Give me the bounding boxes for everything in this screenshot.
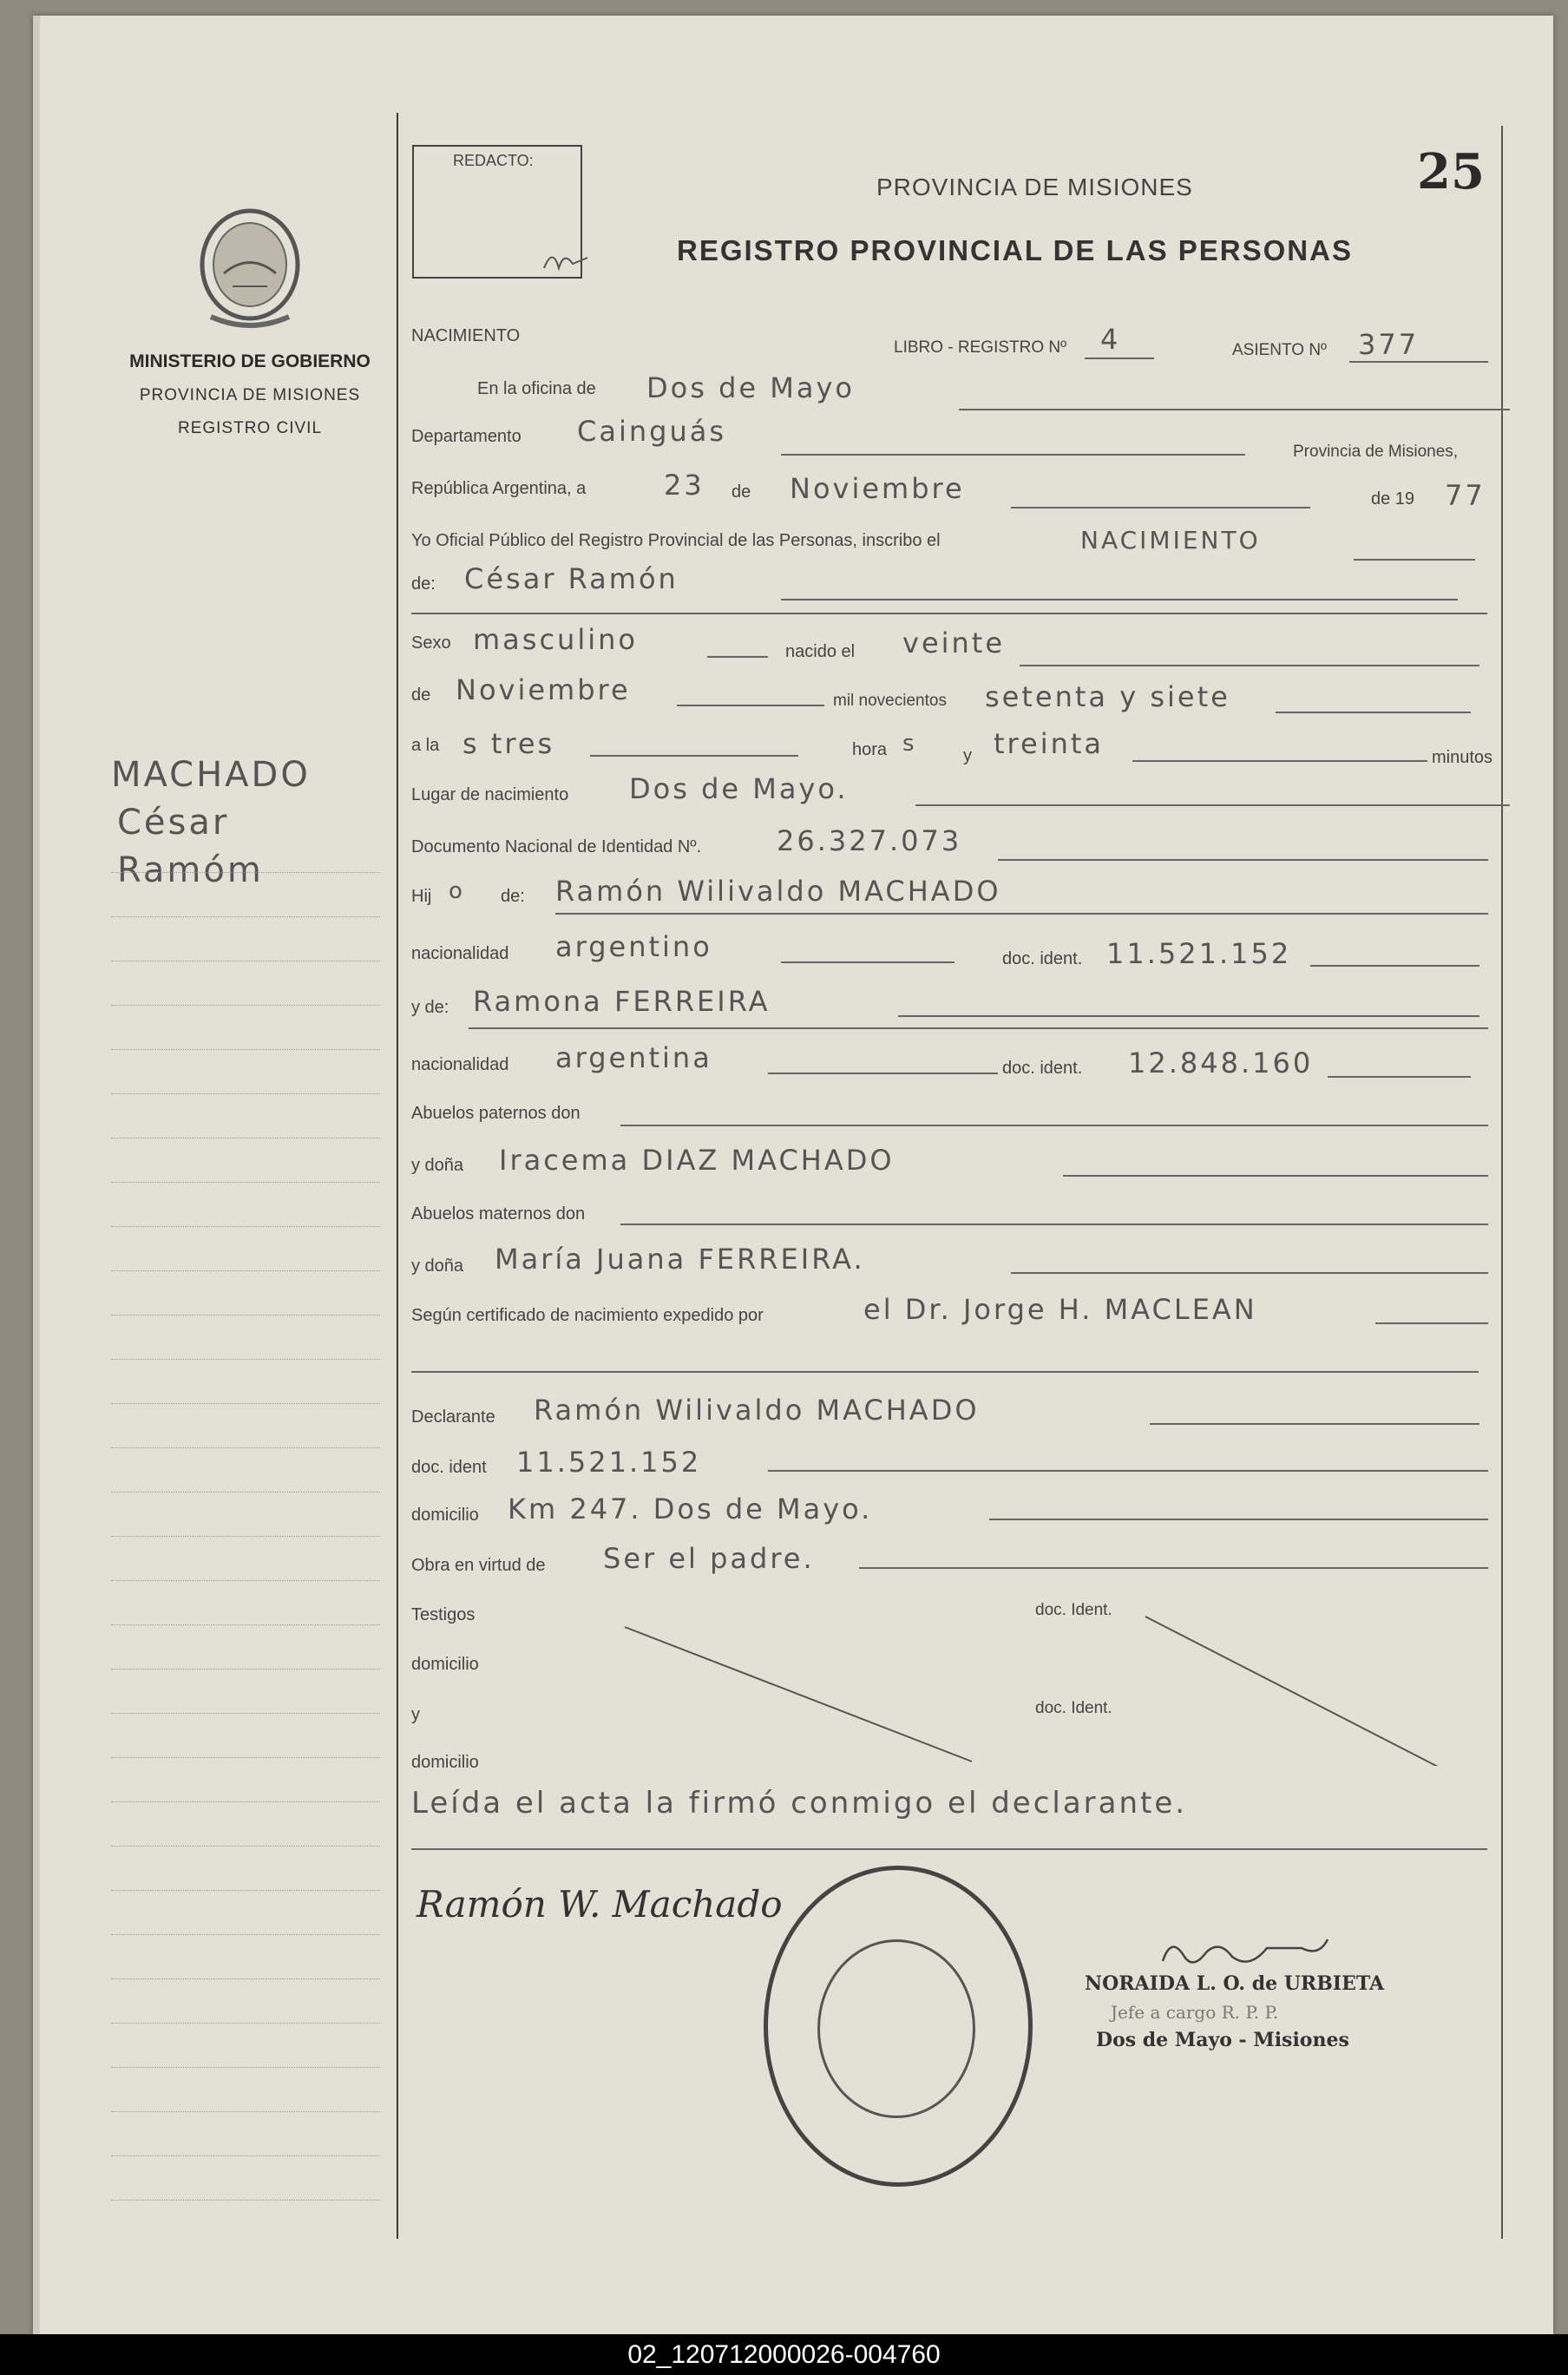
y-test-label: y [411, 1705, 420, 1724]
nac-padre-label: nacionalidad [411, 944, 509, 963]
official-title: Jefe a cargo R. P. P. [1111, 2002, 1279, 2023]
doc-ident2-label: doc. Ident. [1035, 1699, 1112, 1717]
margin-rule-line [111, 1713, 380, 1714]
ministry-block [111, 351, 389, 438]
margin-rule-line [111, 1226, 380, 1227]
libro-value: 4 [1100, 323, 1121, 356]
certificado-label: Según certificado de nacimiento expedido por [411, 1306, 764, 1325]
horas-label: hora [852, 740, 888, 759]
acto-value: NACIMIENTO [1080, 526, 1261, 554]
y-label: y [963, 746, 972, 765]
margin-rule-line [111, 1182, 380, 1183]
mes-value: Noviembre [790, 472, 965, 505]
provincia-label: Provincia de Misiones, [1293, 443, 1459, 461]
ministry-name: MINISTERIO DE GOBIERNO [129, 351, 371, 371]
ministry-civil-registry: REGISTRO CIVIL [177, 419, 323, 437]
doc-madre-label: doc. ident. [1002, 1059, 1083, 1078]
nombre-value: César Ramón [464, 562, 679, 595]
sexo-value: masculino [473, 623, 638, 656]
dia-value: 23 [664, 469, 705, 502]
departamento-value: Cainguás [577, 415, 726, 448]
doc-padre-label: doc. ident. [1002, 949, 1083, 968]
alas-label: a la [411, 736, 440, 755]
margin-rule-line [111, 2155, 380, 2156]
declarante-label: Declarante [411, 1407, 495, 1427]
obra-label: Obra en virtud de [411, 1556, 546, 1575]
nacido-value: veinte [902, 627, 1006, 659]
margin-rule-line [111, 1447, 380, 1448]
madre-value: Ramona FERREIRA [473, 985, 771, 1018]
anio2-value: setenta y siete [985, 680, 1230, 713]
hijo-suffix: o [449, 878, 465, 904]
lugar-label: Lugar de nacimiento [411, 785, 569, 804]
declarant-signature: Ramón W. Machado [417, 1883, 783, 1926]
margin-rule-line [111, 2200, 380, 2201]
margin-rule-line [111, 1846, 380, 1847]
hijo-label: Hij [411, 887, 432, 906]
padre-value: Ramón Wilivaldo MACHADO [555, 875, 1001, 908]
certificado-value: el Dr. Jorge H. MACLEAN [863, 1293, 1257, 1326]
dni-label: Documento Nacional de Identidad Nº. [411, 837, 702, 856]
margin-note-first: César [117, 803, 230, 843]
asiento-label: ASIENTO Nº [1232, 341, 1327, 359]
oficial-label: Yo Oficial Público del Registro Provincial de las Personas, inscribo el [411, 531, 941, 550]
margin-rule-line [111, 2023, 380, 2024]
margin-rule-line [111, 872, 380, 873]
province-heading: PROVINCIA DE MISIONES [876, 174, 1193, 200]
abuelos-mat-label: Abuelos maternos don [411, 1204, 586, 1224]
binding-edge [33, 16, 40, 2334]
scan-id-footer: 02_120712000026-004760 [0, 2334, 1568, 2375]
margin-rule-line [111, 1934, 380, 1935]
margin-rule-line [111, 1093, 380, 1094]
oficina-value: Dos de Mayo [646, 371, 855, 404]
abuela-pat-value: Iracema DIAZ MACHADO [499, 1144, 895, 1177]
margin-rule-line [111, 1669, 380, 1670]
mil-label: mil novecientos [833, 692, 947, 710]
right-rule [1501, 126, 1503, 2239]
margin-rule-line [111, 1536, 380, 1537]
margin-rule-line [111, 2067, 380, 2068]
abuela-mat-label: y doña [411, 1256, 464, 1276]
margin-rule-line [111, 1890, 380, 1891]
alas-value: s tres [463, 727, 555, 760]
margin-rule-line [111, 1403, 380, 1404]
doc-decl-value: 11.521.152 [516, 1446, 702, 1479]
nacido-label: nacido el [785, 642, 856, 661]
domicilio3-label: domicilio [411, 1753, 479, 1772]
asiento-value: 377 [1358, 328, 1420, 361]
sexo-label: Sexo [411, 633, 451, 653]
margin-rule-line [111, 1049, 380, 1050]
dni-value: 26.327.073 [777, 824, 962, 857]
margin-rule-line [111, 1005, 380, 1006]
nac-madre-value: argentina [555, 1041, 712, 1074]
margin-rule-line [111, 1492, 380, 1493]
testigos-label: Testigos [411, 1605, 476, 1624]
margin-rule-line [111, 1978, 380, 1979]
registry-title: REGISTRO PROVINCIAL DE LAS PERSONAS [677, 234, 1353, 266]
doc-decl-label: doc. ident [411, 1458, 487, 1477]
abuela-pat-label: y doña [411, 1156, 464, 1175]
closing-sentence: Leída el acta la firmó conmigo el declarante. [411, 1786, 1188, 1821]
domicilio-value: Km 247. Dos de Mayo. [508, 1493, 873, 1525]
redacto-initials-icon [540, 242, 592, 277]
ministry-emblem-icon [189, 204, 311, 334]
obra-value: Ser el padre. [603, 1542, 815, 1575]
hijo-de-label: de: [501, 887, 525, 906]
margin-note-surname: MACHADO [111, 755, 311, 795]
oficina-label: En la oficina de [477, 379, 596, 398]
mes2-value: Noviembre [456, 673, 631, 706]
de-nombre-label: de: [411, 574, 436, 594]
official-location: Dos de Mayo - Misiones [1096, 2029, 1349, 2051]
doc-ident1-label: doc. Ident. [1035, 1601, 1112, 1619]
redacto-box [412, 145, 582, 279]
horas-suffix: s [902, 731, 917, 757]
page-number: 25 [1417, 143, 1485, 200]
libro-label: LIBRO - REGISTRO Nº [894, 338, 1067, 357]
margin-rule-line [111, 1801, 380, 1802]
de-label: de [732, 482, 751, 502]
departamento-label: Departamento [411, 427, 522, 446]
margin-rule-line [111, 1359, 380, 1360]
abuelos-pat-label: Abuelos paternos don [411, 1104, 581, 1123]
domicilio2-label: domicilio [411, 1655, 479, 1674]
declarante-value: Ramón Wilivaldo MACHADO [534, 1394, 980, 1427]
de2-label: de [411, 686, 431, 705]
redacto-label: REDACTO: [453, 152, 534, 169]
doc-padre-value: 11.521.152 [1106, 937, 1292, 970]
testigos-strikeout [607, 1610, 1475, 1766]
nacimiento-label: NACIMIENTO [411, 326, 521, 345]
margin-rule-line [111, 916, 380, 917]
nac-madre-label: nacionalidad [411, 1055, 509, 1074]
anio-value: 77 [1445, 479, 1486, 512]
minutos-label: minutos [1432, 748, 1493, 767]
domicilio-label: domicilio [411, 1506, 479, 1525]
lugar-value: Dos de Mayo. [629, 772, 849, 805]
republica-label: República Argentina, a [411, 479, 587, 498]
margin-note-second: Ramóm [117, 850, 264, 890]
madre-label: y de: [411, 998, 449, 1017]
margin-rule-line [111, 1580, 380, 1581]
doc-madre-value: 12.848.160 [1128, 1046, 1314, 1079]
official-name: NORAIDA L. O. de URBIETA [1085, 1972, 1385, 1995]
margin-rule-line [111, 1270, 380, 1271]
ministry-province: PROVINCIA DE MISIONES [139, 386, 361, 404]
minutos-value: treinta [994, 727, 1105, 760]
de-19-label: de 19 [1371, 489, 1415, 508]
nac-padre-value: argentino [555, 930, 712, 963]
margin-rule [397, 113, 398, 2239]
margin-rule-line [111, 1624, 380, 1625]
margin-rule-line [111, 2111, 380, 2112]
abuela-mat-value: María Juana FERREIRA. [495, 1243, 865, 1276]
margin-rule-line [111, 1757, 380, 1758]
